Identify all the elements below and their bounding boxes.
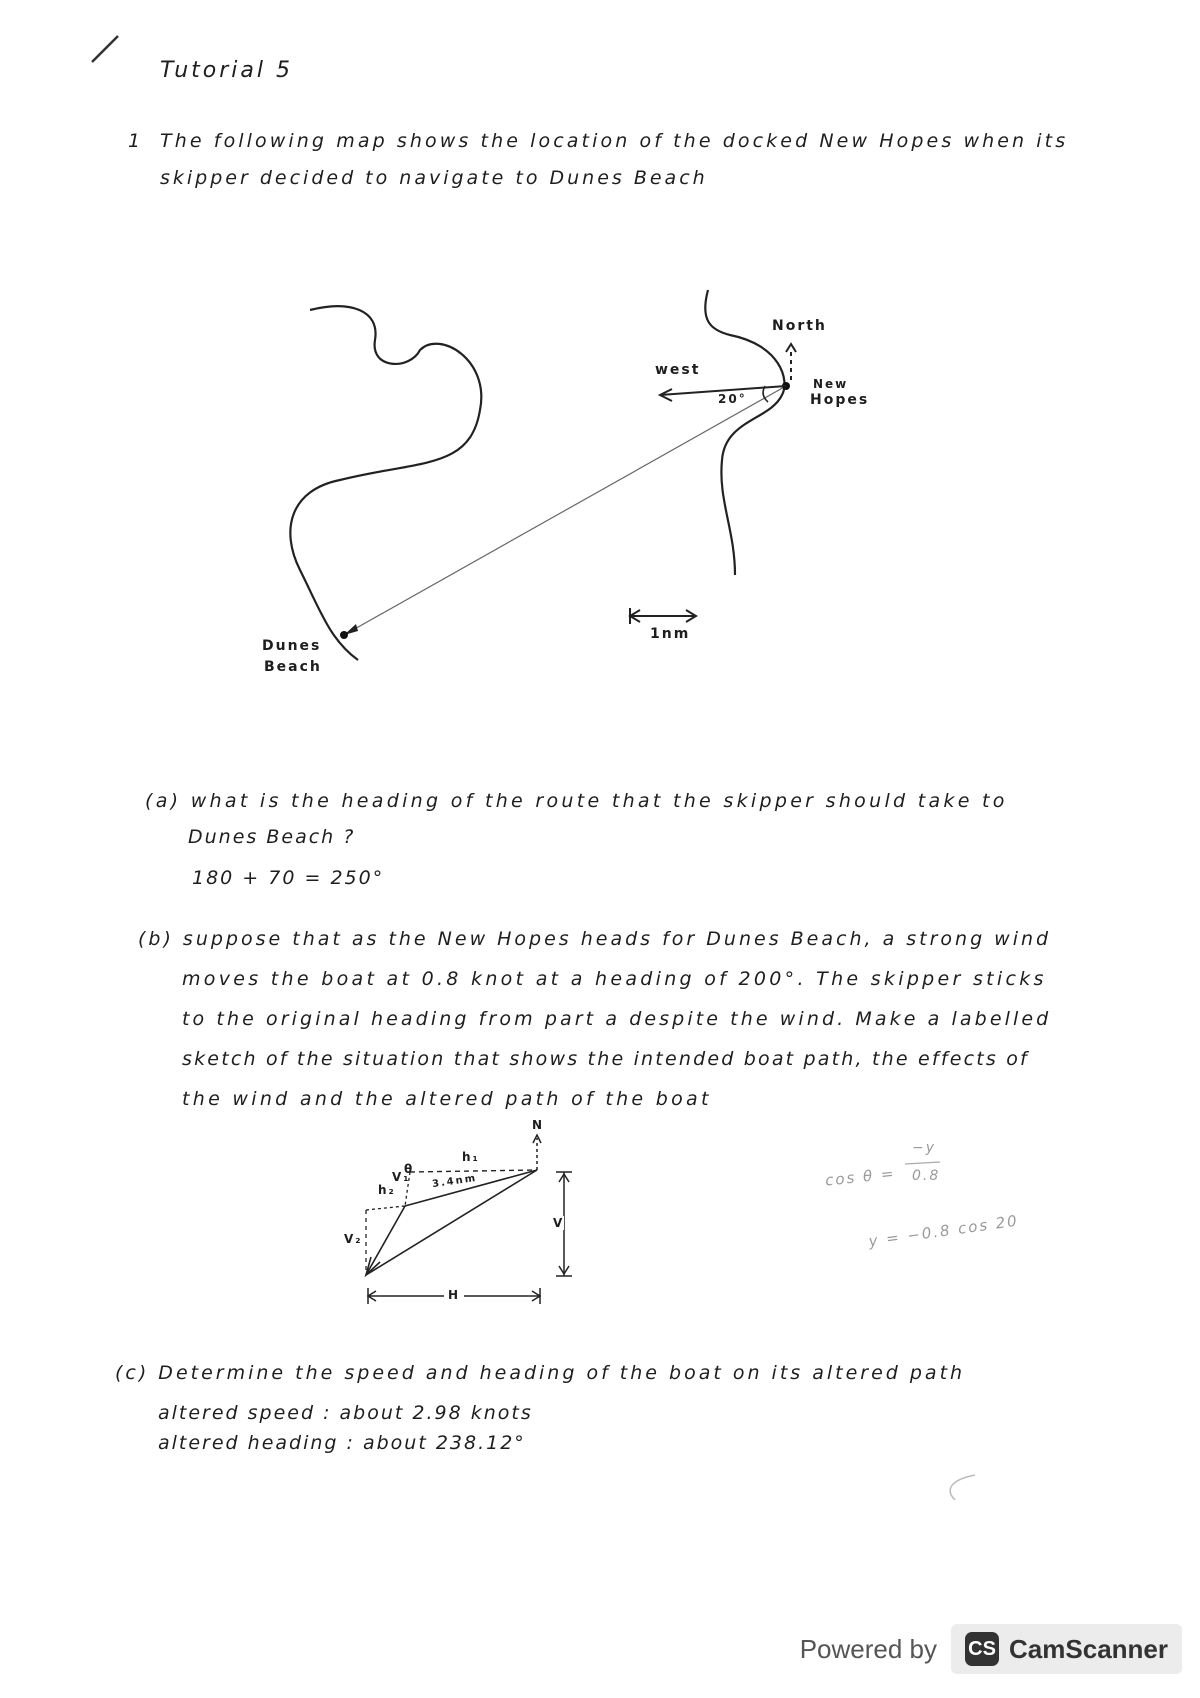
sketch-label-v1: V₁ — [392, 1170, 411, 1184]
pen-mark-bottom — [950, 1475, 975, 1500]
sketch-label-h: H — [444, 1288, 464, 1302]
question-c-line-1: (c) Determine the speed and heading of the boat on its altered path — [115, 1362, 966, 1384]
side-note-cos: cos θ = — [824, 1164, 897, 1190]
powered-by-text: Powered by — [799, 1633, 938, 1664]
side-note-numerator: −y — [912, 1140, 937, 1156]
camscanner-badge — [951, 1624, 1182, 1674]
sketch-label-v: V — [553, 1216, 565, 1230]
map-label-west: west — [655, 362, 701, 378]
question-b-line-3: to the original heading from part a despite the wind. Make a labelled — [182, 1008, 1052, 1030]
question-1-line-1: The following map shows the location of the docked New Hopes when its — [160, 130, 1069, 152]
map-label-dunes: Dunes — [262, 638, 322, 654]
question-a-line-1: (a) what is the heading of the route that the skipper should take to — [145, 790, 1008, 812]
west-coastline — [290, 306, 481, 660]
question-b-line-1: (b) suppose that as the New Hopes heads for Dunes Beach, a strong wind — [138, 928, 1052, 950]
map-label-new: New — [813, 377, 849, 391]
question-a-answer: 180 + 70 = 250° — [192, 867, 385, 889]
sketch-label-v2: V₂ — [344, 1232, 363, 1246]
side-note-line-2: y = −0.8 cos 20 — [867, 1211, 1020, 1251]
question-b-line-5: the wind and the altered path of the boat — [182, 1088, 712, 1110]
sketch-label-n: N — [532, 1118, 545, 1132]
dunes-beach-dot — [340, 631, 348, 639]
question-c-heading: altered heading : about 238.12° — [158, 1432, 526, 1454]
side-note-denominator: 0.8 — [912, 1168, 941, 1184]
question-1-number: 1 — [128, 130, 143, 152]
question-c-speed: altered speed : about 2.98 knots — [158, 1402, 533, 1424]
sketch-label-h1: h₁ — [462, 1150, 480, 1164]
question-1-line-2: skipper decided to navigate to Dunes Beach — [160, 167, 708, 189]
map-label-angle: 20° — [718, 392, 747, 406]
camscanner-logo-icon: CS — [965, 1632, 999, 1666]
map-label-beach: Beach — [264, 659, 322, 675]
sketch-wind-vector — [366, 1206, 405, 1275]
fraction-bar — [905, 1162, 940, 1164]
map-label-hopes: Hopes — [810, 392, 870, 408]
camscanner-footer — [800, 1624, 1182, 1674]
map-label-north: North — [772, 318, 827, 334]
sketch-label-h2: h₂ — [378, 1183, 396, 1197]
camscanner-brand: CamScanner — [1009, 1633, 1168, 1664]
page-title: Tutorial 5 — [160, 58, 293, 83]
map-label-scale: 1nm — [650, 626, 691, 642]
question-a-line-2: Dunes Beach ? — [188, 826, 356, 848]
pen-mark-top — [92, 36, 118, 62]
route-line — [344, 386, 786, 635]
sketch-h1-dashed — [410, 1170, 537, 1172]
question-b-line-4: sketch of the situation that shows the intended boat path, the effects of — [182, 1048, 1029, 1070]
sketch-label-distance: 3.4nm — [431, 1172, 478, 1191]
sketch-label-theta: θ — [404, 1162, 415, 1176]
question-b-line-2: moves the boat at 0.8 knot at a heading of 200°. The skipper sticks — [182, 968, 1047, 990]
sketch-h2-dashed — [366, 1206, 405, 1210]
